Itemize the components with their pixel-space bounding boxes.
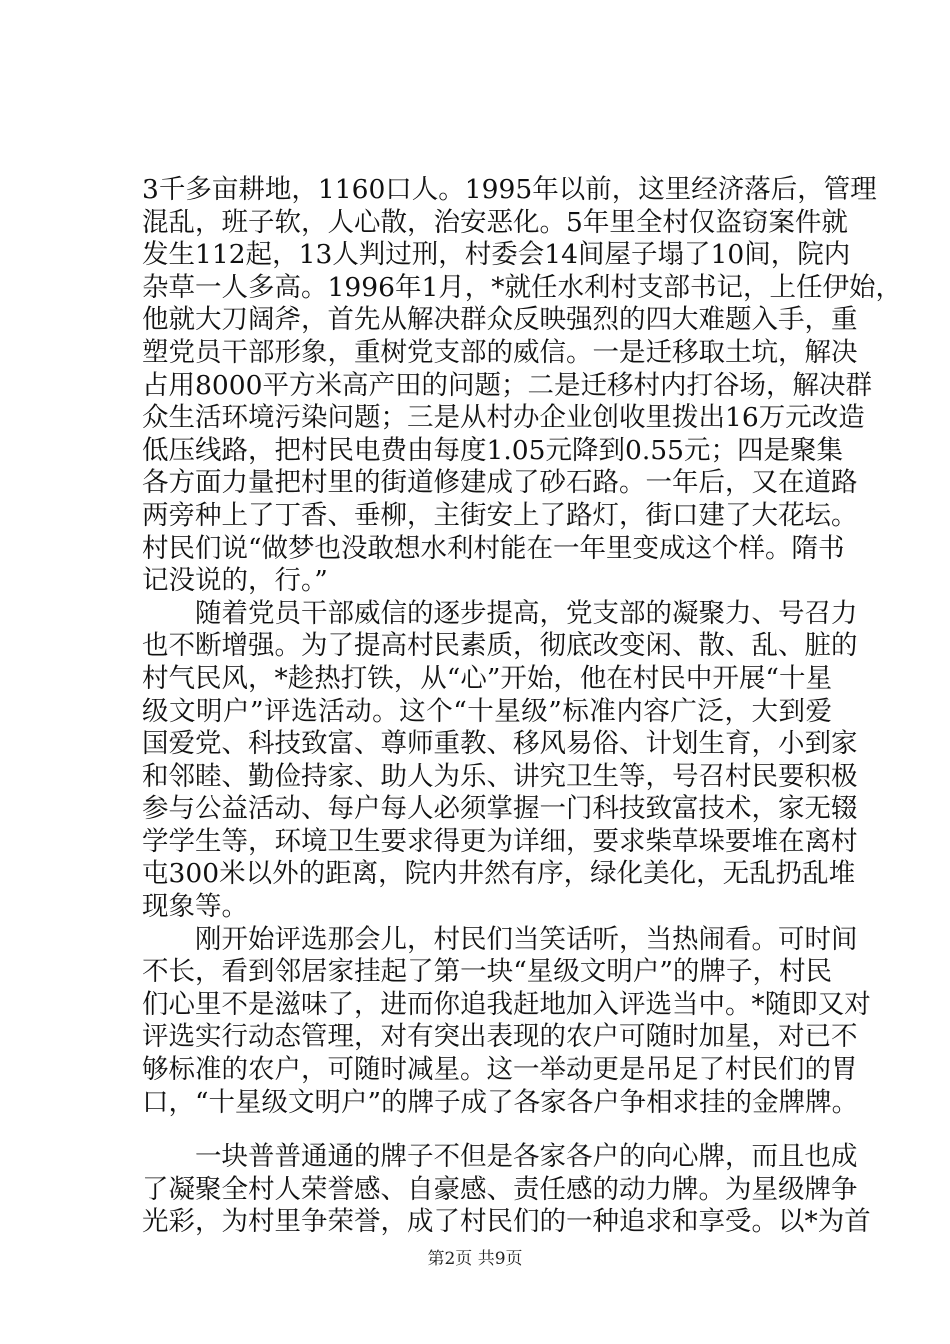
text-line: 两旁种上了丁香、垂柳，主街安上了路灯，街口建了大花坛。	[142, 499, 858, 531]
text-line: 众生活环境污染问题；三是从村办企业创收里拨出16万元改造	[142, 402, 865, 434]
text-line: 村气民风，*趁热打铁，从“心”开始，他在村民中开展“十星	[142, 662, 832, 694]
document-body	[142, 174, 903, 1239]
text-line: 杂草一人多高。1996年1月，*就任水利村支部书记，上任伊始，	[142, 271, 903, 303]
text-line: 不长，看到邻居家挂起了第一块“星级文明户”的牌子，村民	[142, 956, 832, 988]
text-line: 了凝聚全村人荣誉感、自豪感、责任感的动力牌。为星级牌争	[142, 1173, 858, 1205]
text-line: 占用8000平方米高产田的问题；二是迁移村内打谷场，解决群	[142, 369, 872, 401]
paragraph	[142, 1141, 871, 1239]
text-line: 记没说的，行。”	[142, 565, 328, 597]
text-line: 现象等。	[142, 891, 248, 923]
text-line: 屯300米以外的距离，院内井然有序，绿化美化，无乱扔乱堆	[142, 858, 856, 890]
text-line: 学学生等，环境卫生要求得更为详细，要求柴草垛要堆在离村	[142, 825, 858, 857]
text-line: 参与公益活动、每户每人必须掌握一门科技致富技术，家无辍	[142, 793, 858, 825]
text-line: 低压线路，把村民电费由每度1.05元降到0.55元；四是聚集	[142, 434, 844, 466]
text-line: 塑党员干部形象，重树党支部的威信。一是迁移取土坑，解决	[142, 336, 858, 368]
paragraph	[142, 174, 903, 598]
text-line: 光彩，为村里争荣誉，成了村民们的一种追求和享受。以*为首	[142, 1206, 871, 1238]
paragraph	[142, 597, 858, 924]
text-line: 们心里不是滋味了，进而你追我赶地加入评选当中。*随即又对	[142, 988, 871, 1020]
text-line: 级文明户”评选活动。这个“十星级”标准内容广泛，大到爱	[142, 695, 832, 727]
text-line: 和邻睦、勤俭持家、助人为乐、讲究卫生等，号召村民要积极	[142, 760, 858, 792]
text-line: 够标准的农户，可随时减星。这一举动更是吊足了村民们的胃	[142, 1054, 858, 1086]
text-line: 刚开始评选那会儿，村民们当笑话听，当热闹看。可时间	[142, 923, 858, 955]
text-line: 3千多亩耕地，1160口人。1995年以前，这里经济落后，管理	[142, 174, 877, 205]
text-line: 国爱党、科技致富、尊师重教、移风易俗、计划生育，小到家	[142, 728, 858, 760]
text-line: 一块普普通通的牌子不但是各家各户的向心牌，而且也成	[142, 1141, 858, 1173]
text-line: 村民们说“做梦也没敢想水利村能在一年里变成这个样。隋书	[142, 532, 845, 564]
text-line: 也不断增强。为了提高村民素质，彻底改变闲、散、乱、脏的	[142, 630, 858, 662]
text-line: 他就大刀阔斧，首先从解决群众反映强烈的四大难题入手，重	[142, 304, 858, 336]
page-number-footer: 第2页 共9页	[427, 1249, 523, 1269]
text-line: 口，“十星级文明户”的牌子成了各家各户争相求挂的金牌牌。	[142, 1086, 859, 1118]
paragraph-spacer	[142, 1119, 832, 1141]
text-line: 混乱，班子软，人心散，治安恶化。5年里全村仅盗窃案件就	[142, 206, 848, 238]
text-line: 各方面力量把村里的街道修建成了砂石路。一年后，又在道路	[142, 467, 858, 499]
text-line: 随着党员干部威信的逐步提高，党支部的凝聚力、号召力	[142, 597, 858, 629]
paragraph	[142, 923, 871, 1120]
text-line: 发生112起，13人判过刑，村委会14间屋子塌了10间，院内	[142, 239, 851, 271]
text-line: 评选实行动态管理，对有突出表现的农户可随时加星，对已不	[142, 1021, 858, 1053]
